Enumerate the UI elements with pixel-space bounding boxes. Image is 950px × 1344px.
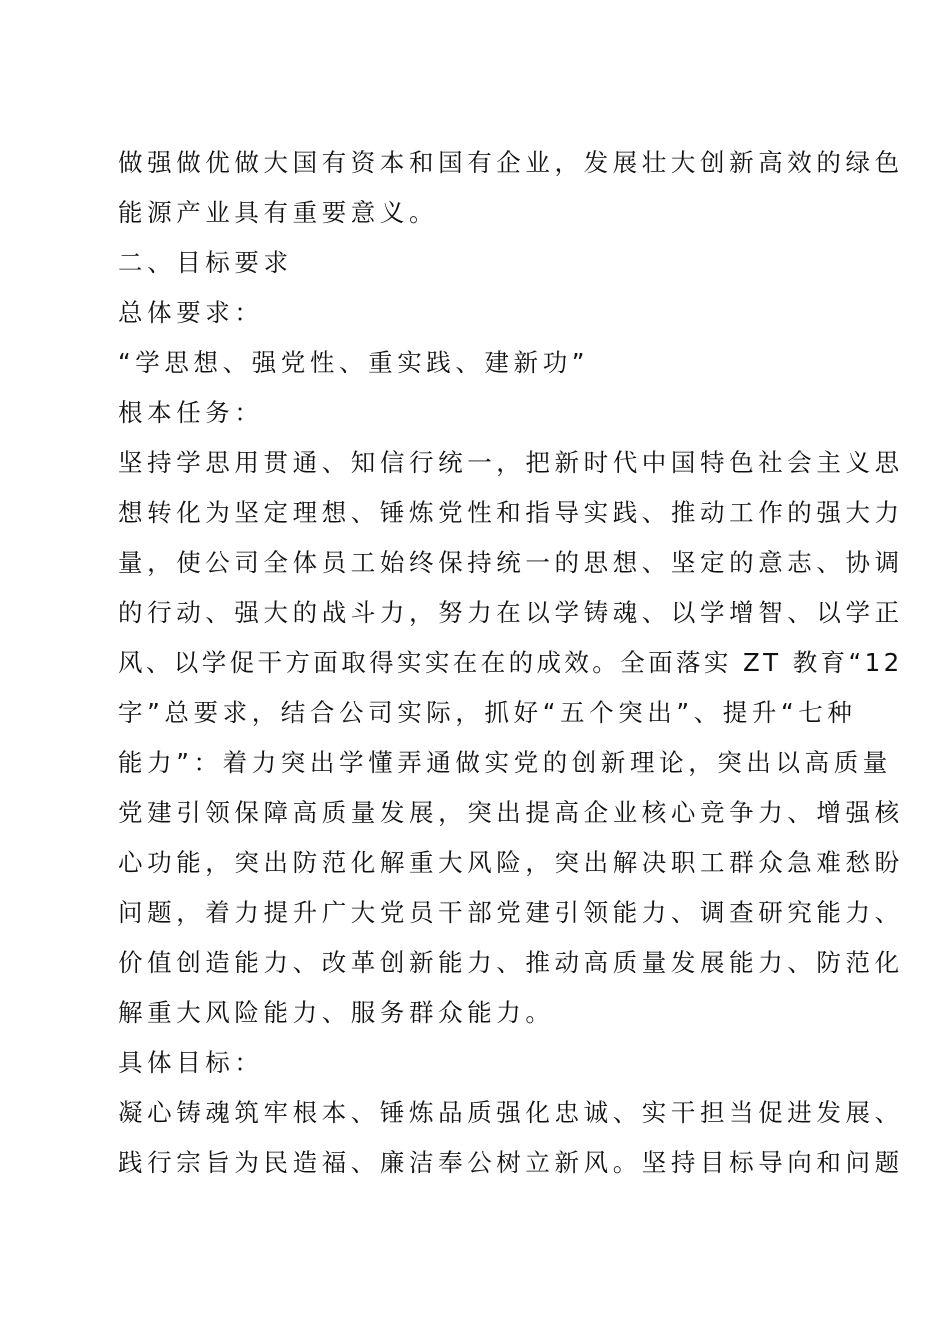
subheading: 根本任务： (118, 398, 264, 427)
text-line: 字”总要求，结合公司实际，抓好“五个突出”、提升“七种 (118, 698, 857, 727)
text-line: 凝心铸魂筑牢根本、锤炼品质强化忠诚、实干担当促进发展、 (118, 1098, 904, 1127)
text-line: 想转化为坚定理想、锤炼党性和指导实践、推动工作的强大力 (118, 498, 904, 527)
text-line: 的行动、强大的战斗力，努力在以学铸魂、以学增智、以学正 (118, 598, 904, 627)
text-line: 践行宗旨为民造福、廉洁奉公树立新风。坚持目标导向和问题 (118, 1148, 904, 1177)
text-line: 心功能，突出防范化解重大风险，突出解决职工群众急难愁盼 (118, 848, 904, 877)
text-line: 党建引领保障高质量发展，突出提高企业核心竞争力、增强核 (118, 798, 904, 827)
text-line: 做强做优做大国有资本和国有企业，发展壮大创新高效的绿色 (118, 148, 904, 177)
text-line: 风、以学促干方面取得实实在在的成效。全面落实 ZT 教育“12 (118, 648, 903, 677)
text-line: 量，使公司全体员工始终保持统一的思想、坚定的意志、协调 (118, 548, 904, 577)
text-line: “学思想、强党性、重实践、建新功” (118, 348, 590, 377)
text-line: 问题，着力提升广大党员干部党建引领能力、调查研究能力、 (118, 898, 904, 927)
text-line: 坚持学思用贯通、知信行统一，把新时代中国特色社会主义思 (118, 448, 904, 477)
text-line: 能源产业具有重要意义。 (118, 198, 439, 227)
text-line: 解重大风险能力、服务群众能力。 (118, 998, 555, 1027)
text-line: 能力”：着力突出学懂弄通做实党的创新理论，突出以高质量 (118, 748, 892, 777)
text-line: 价值创造能力、改革创新能力、推动高质量发展能力、防范化 (118, 948, 904, 977)
subheading: 总体要求： (118, 298, 264, 327)
subheading: 具体目标： (118, 1048, 264, 1077)
section-heading: 二、目标要求 (118, 248, 293, 277)
